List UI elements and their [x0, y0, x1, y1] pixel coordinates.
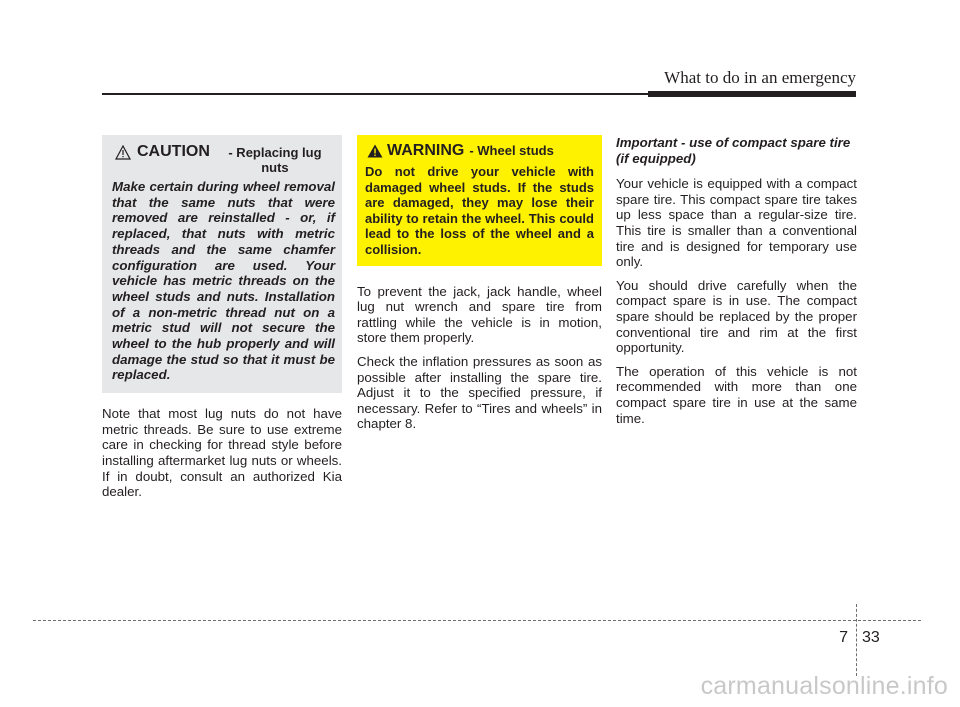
warning-subtitle: - Wheel studs — [469, 143, 554, 159]
inflation-paragraph: Check the inflation pressures as soon as possible after installing the spare tire. Adjust it to the specified pressure, if necessary. Refer to “Tires and wheels” in chapter 8. — [357, 353, 602, 432]
column-1 — [102, 135, 342, 508]
caution-label: CAUTION — [137, 143, 210, 160]
storage-paragraph: To prevent the jack, jack handle, wheel lug nut wrench and spare tire from rattling while the vehicle is in motion, store them properly. — [357, 283, 602, 346]
compact-spare-paragraph-3: The operation of this vehicle is not recommended with more than one compact spare tire in use at the same time. — [616, 363, 857, 426]
footer-divider — [856, 604, 857, 676]
header-rule-tab — [648, 91, 856, 97]
watermark: carmanualsonline.info — [700, 672, 948, 700]
warning-label: WARNING — [387, 142, 465, 159]
footer-rule — [33, 620, 921, 621]
caution-box — [102, 135, 342, 393]
column-2 — [357, 135, 602, 440]
chapter-number: 7 — [839, 629, 848, 646]
page-number: 33 — [862, 629, 880, 646]
caution-subtitle: - Replacing lug nuts — [228, 145, 322, 175]
column-3 — [616, 135, 857, 434]
warning-box — [357, 135, 602, 266]
compact-spare-paragraph-1: Your vehicle is equipped with a compact spare tire. This compact spare tire takes up less space than a regular-size tire. This tire is smaller than a conventional tire and is designed for temporary use only. — [616, 176, 857, 270]
caution-body: Make certain during wheel removal that the same nuts that were removed are reinstalled - or, if replaced, that nuts with metric threads and the same chamfer configuration are used. Your vehicle has metric threads on the wheel studs and nuts. Installation of a non-metric thread nut on a metric stud will not secure the wheel to the hub properly and will damage the stud so that it must be replaced. — [112, 179, 335, 383]
warning-triangle-icon — [367, 144, 383, 158]
caution-header — [112, 143, 335, 175]
lug-nut-note: Note that most lug nuts do not have metric threads. Be sure to use extreme care in checking for thread style before installing aftermarket lug nuts or wheels. If in doubt, consult an authorized Kia dealer. — [102, 406, 342, 500]
compact-spare-heading: Important - use of compact spare tire (if equipped) — [616, 135, 851, 166]
compact-spare-paragraph-2: You should drive carefully when the compact spare is in use. The compact spare should be replaced by the proper conventional tire and rim at the first opportunity. — [616, 277, 857, 356]
warning-body: Do not drive your vehicle with damaged wheel studs. If the studs are damaged, they may lose their ability to retain the wheel. This could lead to the loss of the wheel and a collision. — [365, 164, 594, 257]
caution-triangle-icon — [115, 145, 131, 160]
warning-header — [365, 142, 594, 160]
section-title: What to do in an emergency — [664, 68, 856, 87]
